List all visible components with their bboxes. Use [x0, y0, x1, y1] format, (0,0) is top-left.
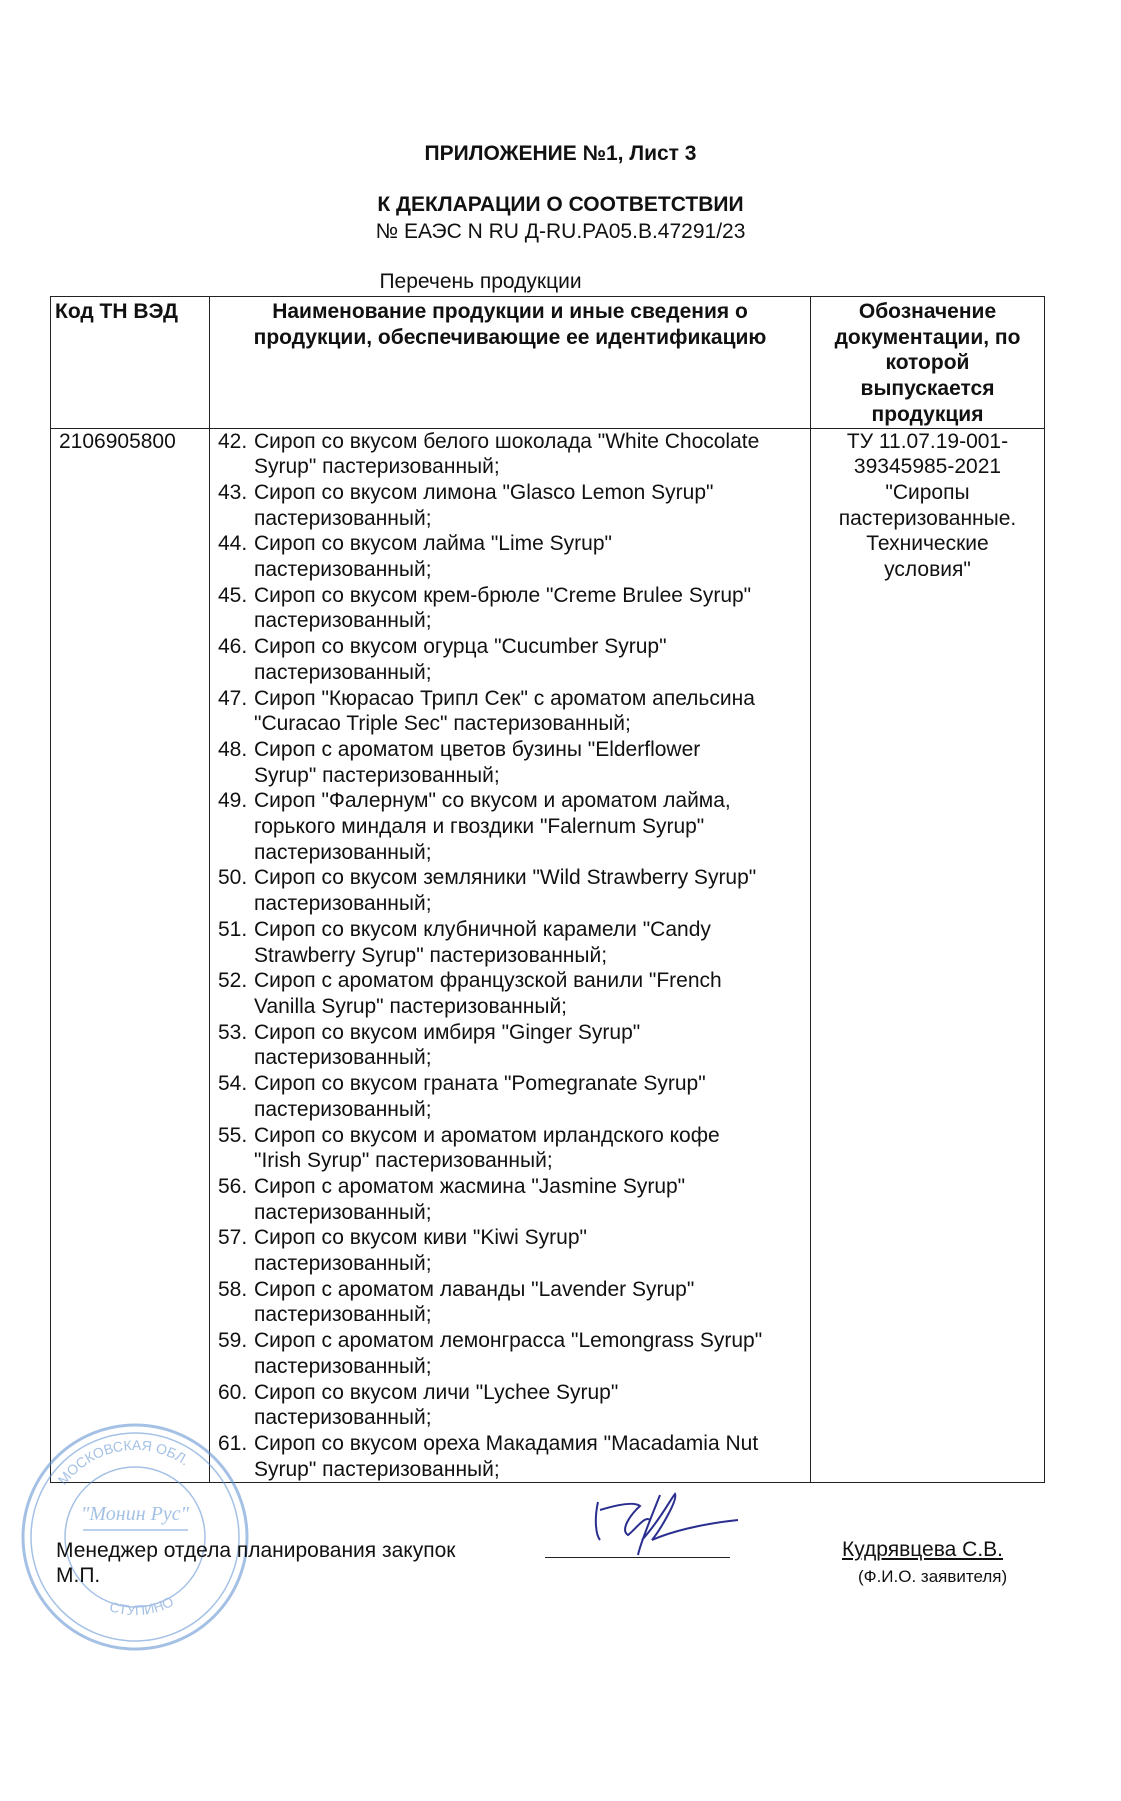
item-text-line: Syrup" пастеризованный;	[254, 763, 500, 787]
item-text-line: пастеризованный;	[254, 1252, 432, 1276]
item-text-line: Сироп со вкусом земляники "Wild Strawberry Syrup"	[254, 866, 757, 890]
item-text	[254, 788, 731, 865]
table-header-row	[51, 297, 1045, 429]
item-text-line: Сироп со вкусом огурца "Cucumber Syrup"	[254, 635, 667, 659]
item-text-line: пастеризованный;	[254, 1354, 432, 1378]
item-text-line: Vanilla Syrup" пастеризованный;	[254, 994, 568, 1018]
list-item	[218, 1328, 806, 1379]
signature-line	[545, 1557, 730, 1558]
signatory-name-caption: (Ф.И.О. заявителя)	[858, 1567, 1008, 1586]
declaration-number: № ЕАЭС N RU Д-RU.РА05.В.47291/23	[375, 220, 746, 243]
stamp-region: МОСКОВСКАЯ ОБЛ.	[54, 1436, 193, 1488]
list-item	[218, 634, 806, 685]
item-number: 45.	[218, 583, 248, 607]
stamp-city: СТУПИНО	[107, 1593, 176, 1619]
item-number: 59.	[218, 1329, 248, 1353]
product-list	[210, 428, 811, 1483]
list-item	[218, 1225, 806, 1276]
item-text-line: Сироп со вкусом личи "Lychee Syrup"	[254, 1380, 619, 1404]
item-text	[254, 429, 759, 480]
table-row	[51, 428, 1045, 1483]
item-number: 47.	[218, 686, 248, 710]
list-item	[218, 1020, 806, 1071]
item-number: 61.	[218, 1431, 248, 1455]
product-table	[50, 296, 1045, 1483]
item-text	[254, 737, 700, 788]
item-text	[254, 1071, 706, 1122]
item-text-line: Сироп со вкусом лимона "Glasco Lemon Syrup"	[254, 480, 714, 504]
item-text-line: пастеризованный;	[254, 506, 432, 530]
item-number: 44.	[218, 532, 248, 556]
item-number: 57.	[218, 1226, 248, 1250]
item-number: 43.	[218, 480, 248, 504]
documentation-line: "Сиропы	[885, 480, 970, 504]
header-line: которой	[885, 351, 970, 375]
item-text-line: пастеризованный;	[254, 558, 432, 582]
item-text-line: горького миндаля и гвоздики "Falernum Syrup"	[254, 815, 705, 839]
item-text-line: пастеризованный;	[254, 1200, 432, 1224]
item-text-line: "Irish Syrup" пастеризованный;	[254, 1149, 553, 1173]
list-item	[218, 583, 806, 634]
item-text-line: Strawberry Syrup" пастеризованный;	[254, 943, 608, 967]
header-line: выпускается	[860, 377, 995, 401]
document-title: ПРИЛОЖЕНИЕ №1, Лист 3	[424, 142, 697, 165]
item-number: 49.	[218, 789, 248, 813]
item-number: 50.	[218, 866, 248, 890]
item-number: 46.	[218, 635, 248, 659]
item-text	[254, 480, 713, 531]
item-text-line: Сироп "Кюрасао Трипл Сек" с ароматом апельсина	[254, 686, 755, 710]
signatory-role-block	[56, 1538, 455, 1588]
item-text-line: пастеризованный;	[254, 609, 432, 633]
item-text-line: "Curacao Triple Sec" пастеризованный;	[254, 712, 631, 736]
item-text-line: Сироп с ароматом лаванды "Lavender Syrup"	[254, 1277, 695, 1301]
svg-text:СТУПИНО	[108, 1593, 176, 1618]
item-text-line: пастеризованный;	[254, 1406, 432, 1430]
item-number: 55.	[218, 1123, 248, 1147]
documentation-line: условия"	[884, 558, 971, 582]
list-item	[218, 531, 806, 582]
item-text-line: Сироп с ароматом лемонграсса "Lemongrass Syrup"	[254, 1329, 763, 1353]
handwritten-signature	[590, 1490, 740, 1560]
item-text-line: пастеризованный;	[254, 840, 432, 864]
item-number: 53.	[218, 1020, 248, 1044]
header-line: Код ТН ВЭД	[55, 300, 178, 323]
document-subtitle: К ДЕКЛАРАЦИИ О СООТВЕТСТВИИ	[377, 193, 744, 216]
list-caption: Перечень продукции	[379, 270, 582, 293]
signatory-name: Кудрявцева С.В.	[842, 1538, 1004, 1561]
item-text-line: пастеризованный;	[254, 660, 432, 684]
list-item	[218, 1431, 806, 1482]
header-line: продукция	[871, 402, 984, 426]
item-text	[254, 917, 711, 968]
list-item	[218, 1071, 806, 1122]
item-text	[254, 1328, 762, 1379]
signatory-role: Менеджер отдела планирования закупок	[56, 1539, 456, 1562]
list-item	[218, 917, 806, 968]
item-text-line: пастеризованный;	[254, 1303, 432, 1327]
list-item	[218, 737, 806, 788]
stamp-company: "Монин Рус"	[81, 1503, 189, 1525]
svg-text:МОСКОВСКАЯ ОБЛ.	[54, 1437, 192, 1488]
item-text-line: Сироп со вкусом лайма "Lime Syrup"	[254, 532, 612, 556]
item-number: 56.	[218, 1174, 248, 1198]
documentation-line: Технические	[866, 532, 989, 556]
company-stamp	[18, 1420, 252, 1654]
documentation-line: пастеризованные.	[838, 506, 1017, 530]
hs-code: 2106905800	[51, 428, 210, 1483]
list-item	[218, 865, 806, 916]
item-text	[254, 1277, 694, 1328]
item-text-line: пастеризованный;	[254, 1097, 432, 1121]
item-text-line: Сироп со вкусом крем-брюле "Creme Brulee Syrup"	[254, 583, 752, 607]
item-text-line: Сироп с ароматом французской ванили "French	[254, 969, 722, 993]
item-text-line: Сироп со вкусом белого шоколада "White Chocolate	[254, 429, 760, 453]
item-number: 54.	[218, 1072, 248, 1096]
item-text	[254, 1431, 758, 1482]
item-text-line: Сироп со вкусом ореха Макадамия "Macadamia Nut	[254, 1431, 759, 1455]
item-text-line: Сироп с ароматом жасмина "Jasmine Syrup"	[254, 1174, 686, 1198]
item-text	[254, 1225, 587, 1276]
header-line: Наименование продукции и иные сведения о	[272, 300, 748, 323]
item-text	[254, 968, 722, 1019]
item-text-line: Syrup" пастеризованный;	[254, 455, 500, 479]
item-number: 42.	[218, 429, 248, 453]
item-text	[254, 634, 667, 685]
item-text	[254, 1020, 640, 1071]
documentation-cell	[811, 428, 1045, 1483]
item-text	[254, 865, 756, 916]
header-code	[51, 297, 210, 429]
list-item	[218, 686, 806, 737]
item-number: 48.	[218, 737, 248, 761]
list-item	[218, 968, 806, 1019]
item-number: 58.	[218, 1277, 248, 1301]
item-text-line: Syrup" пастеризованный;	[254, 1457, 500, 1481]
item-number: 51.	[218, 917, 248, 941]
item-text-line: Сироп со вкусом и ароматом ирландского кофе	[254, 1123, 720, 1147]
item-text-line: Сироп со вкусом киви "Kiwi Syrup"	[254, 1226, 587, 1250]
list-item	[218, 1174, 806, 1225]
header-line: продукции, обеспечивающие ее идентификацию	[253, 325, 767, 349]
header-line: Обозначение	[858, 300, 997, 323]
item-text-line: Сироп с ароматом цветов бузины "Elderflower	[254, 737, 701, 761]
documentation-line: ТУ 11.07.19-001-	[846, 429, 1009, 453]
documentation-line: 39345985-2021	[853, 455, 1002, 479]
header-line: документации, по	[834, 325, 1021, 349]
list-item	[218, 788, 806, 865]
item-number: 60.	[218, 1380, 248, 1404]
item-text	[254, 1380, 618, 1431]
list-item	[218, 1277, 806, 1328]
header-product-name	[210, 297, 811, 429]
list-item	[218, 1123, 806, 1174]
item-text	[254, 1174, 685, 1225]
item-text-line: Сироп со вкусом клубничной карамели "Candy	[254, 917, 711, 941]
item-text	[254, 1123, 720, 1174]
list-item	[218, 1380, 806, 1431]
list-item	[218, 429, 806, 480]
list-item	[218, 480, 806, 531]
item-text-line: пастеризованный;	[254, 1046, 432, 1070]
item-text	[254, 531, 612, 582]
item-text-line: Сироп со вкусом граната "Pomegranate Syrup"	[254, 1072, 706, 1096]
item-text	[254, 686, 755, 737]
item-number: 52.	[218, 969, 248, 993]
item-text-line: пастеризованный;	[254, 892, 432, 916]
header-documentation	[811, 297, 1045, 429]
seal-label: М.П.	[56, 1564, 101, 1587]
item-text	[254, 583, 751, 634]
item-text-line: Сироп "Фалернум" со вкусом и ароматом лайма,	[254, 789, 731, 813]
item-text-line: Сироп со вкусом имбиря "Ginger Syrup"	[254, 1020, 641, 1044]
